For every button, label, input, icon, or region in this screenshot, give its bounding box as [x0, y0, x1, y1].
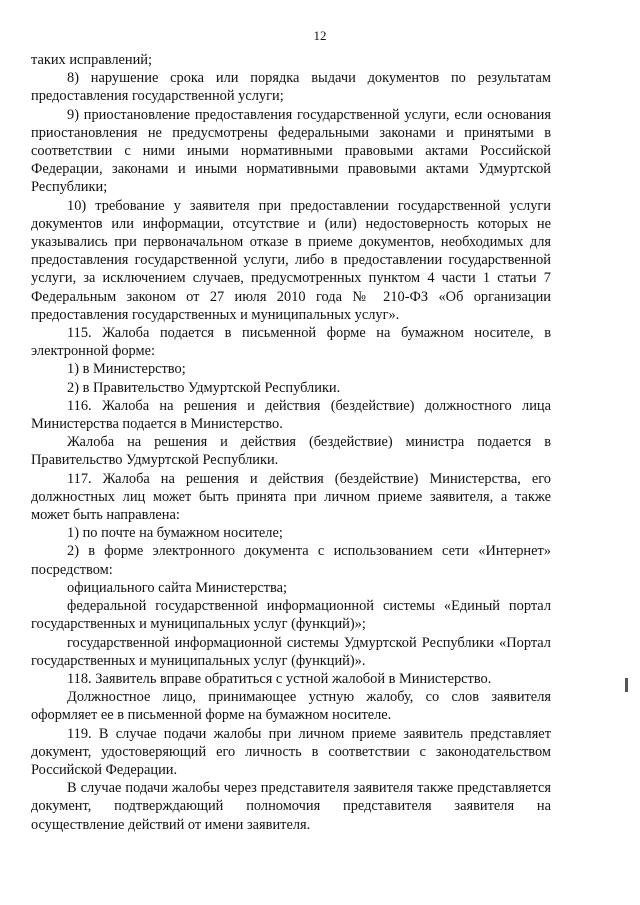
- paragraph: 118. Заявитель вправе обратиться с устной жалобой в Министерство.: [67, 670, 492, 687]
- list-item: 2) в Правительство Удмуртской Республики.: [67, 379, 341, 396]
- paragraph: 10) требование у заявителя при предоставлении государственной услуги документов или информации, отсутствие и (или) недостоверность которых не указывались при первоначальном отказе в приеме документов, необходимых для предоставления государственной услуги, либо в предоставлении государственной услуги, за исключением случаев, предусмотренных пунктом 4 части 1 статьи 7 Федеральным законом от 27 июля 2010 года № 210-ФЗ «Об организации предоставления государственных и муниципальных услуг».: [31, 197, 551, 323]
- paragraph: 116. Жалоба на решения и действия (бездействие) должностного лица Министерства подается в Министерство.: [31, 397, 551, 433]
- paragraph: 2) в форме электронного документа с использованием сети «Интернет» посредством:: [31, 543, 551, 578]
- paragraph: 119. В случае подачи жалобы при личном приеме заявитель представляет документ, удостоверяющий его личность в соответствии с законодательством Российской Федерации.: [31, 725, 551, 778]
- paragraph: 115. Жалоба подается в письменной форме на бумажном носителе, в электронной форме:: [31, 325, 551, 360]
- paragraph: таких исправлений;: [31, 52, 152, 68]
- paragraph: В случае подачи жалобы через представителя заявителя также представляется документ, подтверждающий полномочия представителя заявителя на осуществление действий от имени заявителя.: [31, 780, 551, 833]
- list-item: 1) по почте на бумажном носителе;: [67, 525, 283, 542]
- paragraph: Должностное лицо, принимающее устную жалобу, со слов заявителя оформляет ее в письменной форме на бумажном носителе.: [31, 689, 551, 724]
- paragraph: 9) приостановление предоставления государственной услуги, если основания приостановления не предусмотрены федеральными законами и принятыми в соответствии с ними иными нормативными правовыми актами Российской Федерации, законами и иными нормативными правовыми актами Удмуртской Республики;: [31, 106, 551, 196]
- page-number: 12: [313, 28, 327, 43]
- paragraph: федеральной государственной информационной системы «Единый портал государственных и муниципальных услуг (функций)»;: [31, 598, 551, 633]
- paragraph: 8) нарушение срока или порядка выдачи документов по результатам предоставления государственной услуги;: [31, 70, 551, 105]
- list-item: 1) в Министерство;: [67, 361, 186, 378]
- document-body: [31, 51, 551, 834]
- paragraph: государственной информационной системы Удмуртской Республики «Портал государственных и муниципальных услуг (функций)».: [31, 634, 551, 669]
- paragraph: 117. Жалоба на решения и действия (бездействие) Министерства, его должностных лиц может быть принята при личном приеме заявителя, а также может быть направлена:: [31, 470, 551, 524]
- paragraph: официального сайта Министерства;: [67, 579, 288, 596]
- margin-mark: [625, 678, 628, 692]
- paragraph: Жалоба на решения и действия (бездействие) министра подается в Правительство Удмуртской Республики.: [31, 434, 551, 469]
